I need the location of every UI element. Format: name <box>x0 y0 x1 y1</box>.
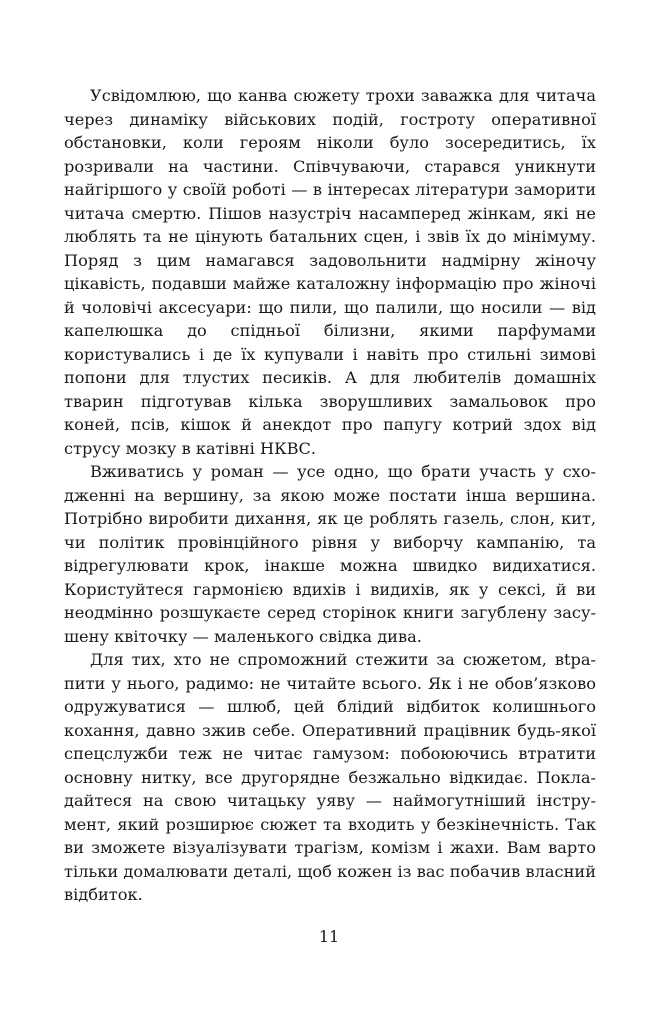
body-text <box>64 84 596 907</box>
page-number: 11 <box>318 927 340 946</box>
paragraph-2: Вживатись у роман — усе одно, що брати участь у сходженні на вершину, за якою може постати інша вершина. Потрібно виробити дихання, як це роблять газель, слон, кит, чи політик провінційного рівня у виборчу кампанію, та відрегулювати крок, інакше можна швидко видихатися. Користуйтеся гармонією вдихів і видихів, як у сексі, й ви неодмінно розшукаєте серед сторінок книги загублену засушену квіточку — маленького свідка дива. <box>64 462 596 646</box>
paragraph-1: Усвідомлюю, що канва сюжету трохи заважка для читача через динаміку військових подій, гостроту оперативної обстановки, коли героям ніколи було зосередитись, їх розривали на частини. Співчуваючи, старався уникнути найгіршого у своїй роботі — в інтересах літератури заморити читача смертю. Пішов назустріч насамперед жінкам, які не люблять та не цінують батальних сцен, і звів їх до мінімуму. Поряд з цим намагався задовольнити надмірну жіночу цікавість, подавши майже каталожну інформацію про жіночі й чоловічі аксесуари: що пили, що палили, що носили — від капелюшка до спідньої білизни, якими парфумами користувались і де їх купували і навіть про стильні зимові попони для тлустих песиків. А для любителів домашніх тварин підготував кілька зворушливих замальовок про коней, псів, кішок й анекдот про папугу котрий здох від струсу мозку в катівні НКВС. <box>64 86 596 458</box>
paragraph-3: Для тих, хто не спроможний стежити за сюжетом, вtрапити у нього, радимо: не читайте всього. Як і не обов’язково одружуватися — шлюб, цей блідий відбиток колишнього кохання, давно зжив себе. Оперативний працівник будь-якої спецслужби теж не читає гамузом: побоюючись втратити основну нитку, все другорядне безжально відкидає. Покладайтеся на свою читацьку уяву — наймогутніший інструмент, який розширює сюжет та входить у безкінечність. Так ви зможете візуалізувати трагізм, комізм і жахи. Вам варто тільки домалювати деталі, щоб кожен із вас побачив власний відбиток. <box>64 650 596 904</box>
